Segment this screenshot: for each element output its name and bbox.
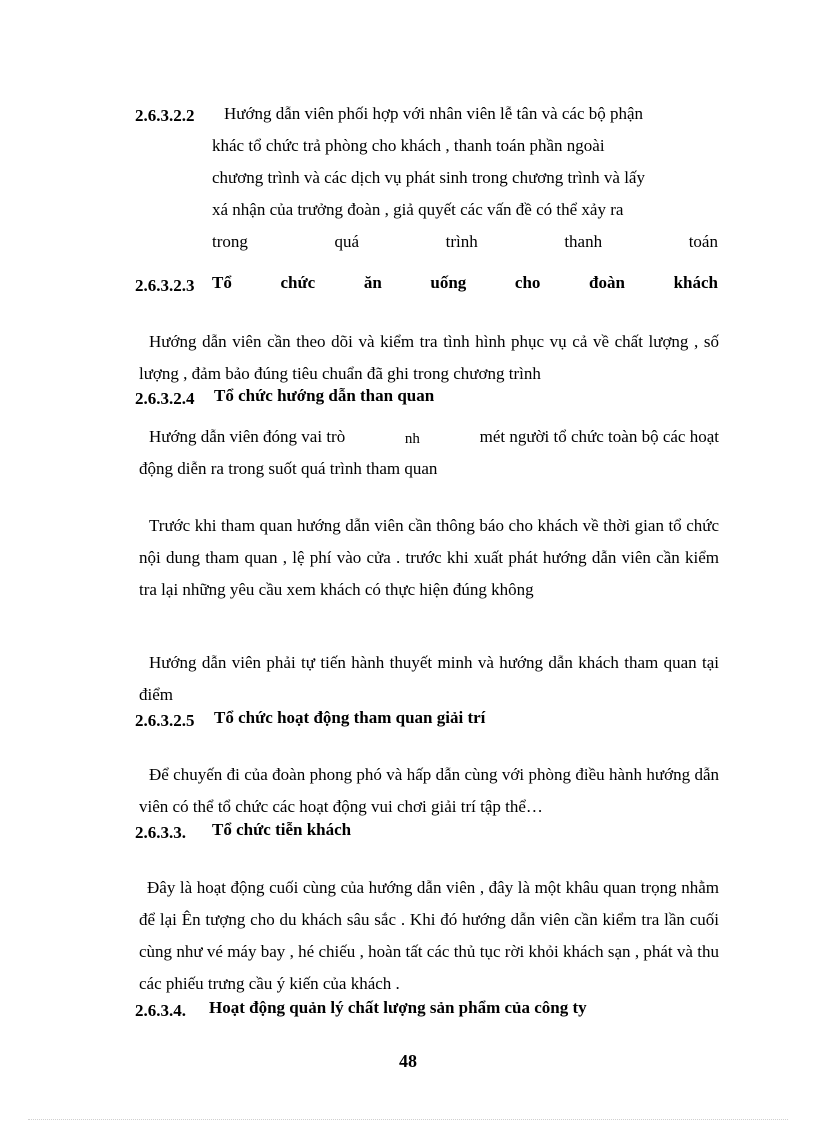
para1-part-a: Hướng dẫn viên đóng vai trò xyxy=(149,427,346,446)
word: trong xyxy=(212,232,248,251)
title-word: Tổ xyxy=(212,273,232,292)
title-word: đoàn xyxy=(589,273,625,292)
word: toán xyxy=(688,232,718,251)
word: thanh xyxy=(564,232,603,251)
footer-rule xyxy=(28,1119,788,1120)
section-number-2-6-3-3: 2.6.3.3. xyxy=(135,823,186,842)
section-2-6-3-2-2-line-3: chương trình và các dịch vụ phát sinh trong chương trình và lấy xyxy=(212,168,645,187)
section-2-6-3-2-3-title xyxy=(212,273,718,293)
section-2-6-3-2-4-para3: Hướng dẫn viên phải tự tiến hành thuyết minh và hướng dẫn khách tham quan tại điểm xyxy=(139,653,719,704)
section-2-6-3-2-4-title: Tổ chức hướng dẫn than quan xyxy=(214,386,435,405)
section-2-6-3-2-4-para1-line1 xyxy=(149,427,719,447)
section-2-6-3-2-2-last-line xyxy=(212,232,718,252)
section-2-6-3-4-title: Hoạt động quản lý chất lượng sản phẩm của công ty xyxy=(209,998,587,1017)
word: quá xyxy=(334,232,360,251)
title-word: ăn xyxy=(363,273,382,292)
section-2-6-3-3-paragraph: Đây là hoạt động cuối cùng của hướng dẫn viên , đây là một khâu quan trọng nhằm để lại Ên tượng cho du khách sâu sắc . Khi đó hướng dẫn viên cần kiểm tra lần cuối cùng như vé máy bay , hé chiếu , hoàn tất các thủ tục rời khỏi khách sạn , phát và thu các phiếu trưng cầu ý kiến của khách . xyxy=(139,878,719,993)
title-word: khách xyxy=(673,273,718,292)
section-number-2-6-3-2-2: 2.6.3.2.2 xyxy=(135,106,195,125)
section-2-6-3-2-4-para2: Trước khi tham quan hướng dẫn viên cần thông báo cho khách về thời gian tổ chức nội dung tham quan , lệ phí vào cửa . trước khi xuất phát hướng dẫn viên cần kiểm tra lại những yêu cầu xem khách có thực hiện đúng không xyxy=(139,516,719,599)
section-2-6-3-2-5-title: Tổ chức hoạt động tham quan giải trí xyxy=(214,708,486,727)
word: trình xyxy=(445,232,478,251)
section-number-2-6-3-2-3: 2.6.3.2.3 xyxy=(135,276,195,295)
section-number-2-6-3-2-4: 2.6.3.2.4 xyxy=(135,389,195,408)
para1-subscript-nh: nh xyxy=(404,431,420,447)
section-2-6-3-2-5-paragraph: Để chuyến đi của đoàn phong phó và hấp dẫn cùng với phòng điều hành hướng dẫn viên có thể tổ chức các hoạt động vui chơi giải trí tập thể… xyxy=(139,765,719,816)
title-word: cho xyxy=(514,273,541,292)
section-2-6-3-2-4-para1-line2: động diễn ra trong suốt quá trình tham quan xyxy=(139,459,438,478)
section-2-6-3-2-3-paragraph: Hướng dẫn viên cần theo dõi và kiểm tra tình hình phục vụ cả về chất lượng , số lượng , đảm bảo đúng tiêu chuẩn đã ghi trong chương trình xyxy=(139,332,719,383)
section-2-6-3-3-title: Tổ chức tiễn khách xyxy=(212,820,352,839)
title-word: uống xyxy=(430,273,467,292)
section-number-2-6-3-2-5: 2.6.3.2.5 xyxy=(135,711,195,730)
section-2-6-3-2-2-line-2: khác tổ chức trả phòng cho khách , thanh toán phần ngoài xyxy=(212,136,605,155)
section-number-2-6-3-4: 2.6.3.4. xyxy=(135,1001,186,1020)
para1-part-b: mét người tổ chức toàn bộ các hoạt xyxy=(479,427,719,446)
section-2-6-3-2-2-line-1: Hướng dẫn viên phối hợp với nhân viên lễ tân và các bộ phận xyxy=(224,104,644,123)
section-2-6-3-2-2-line-4: xá nhận của trưởng đoàn , giả quyết các vấn đề có thể xảy ra xyxy=(212,200,624,219)
title-word: chức xyxy=(280,273,316,292)
page-number: 48 xyxy=(399,1051,417,1071)
